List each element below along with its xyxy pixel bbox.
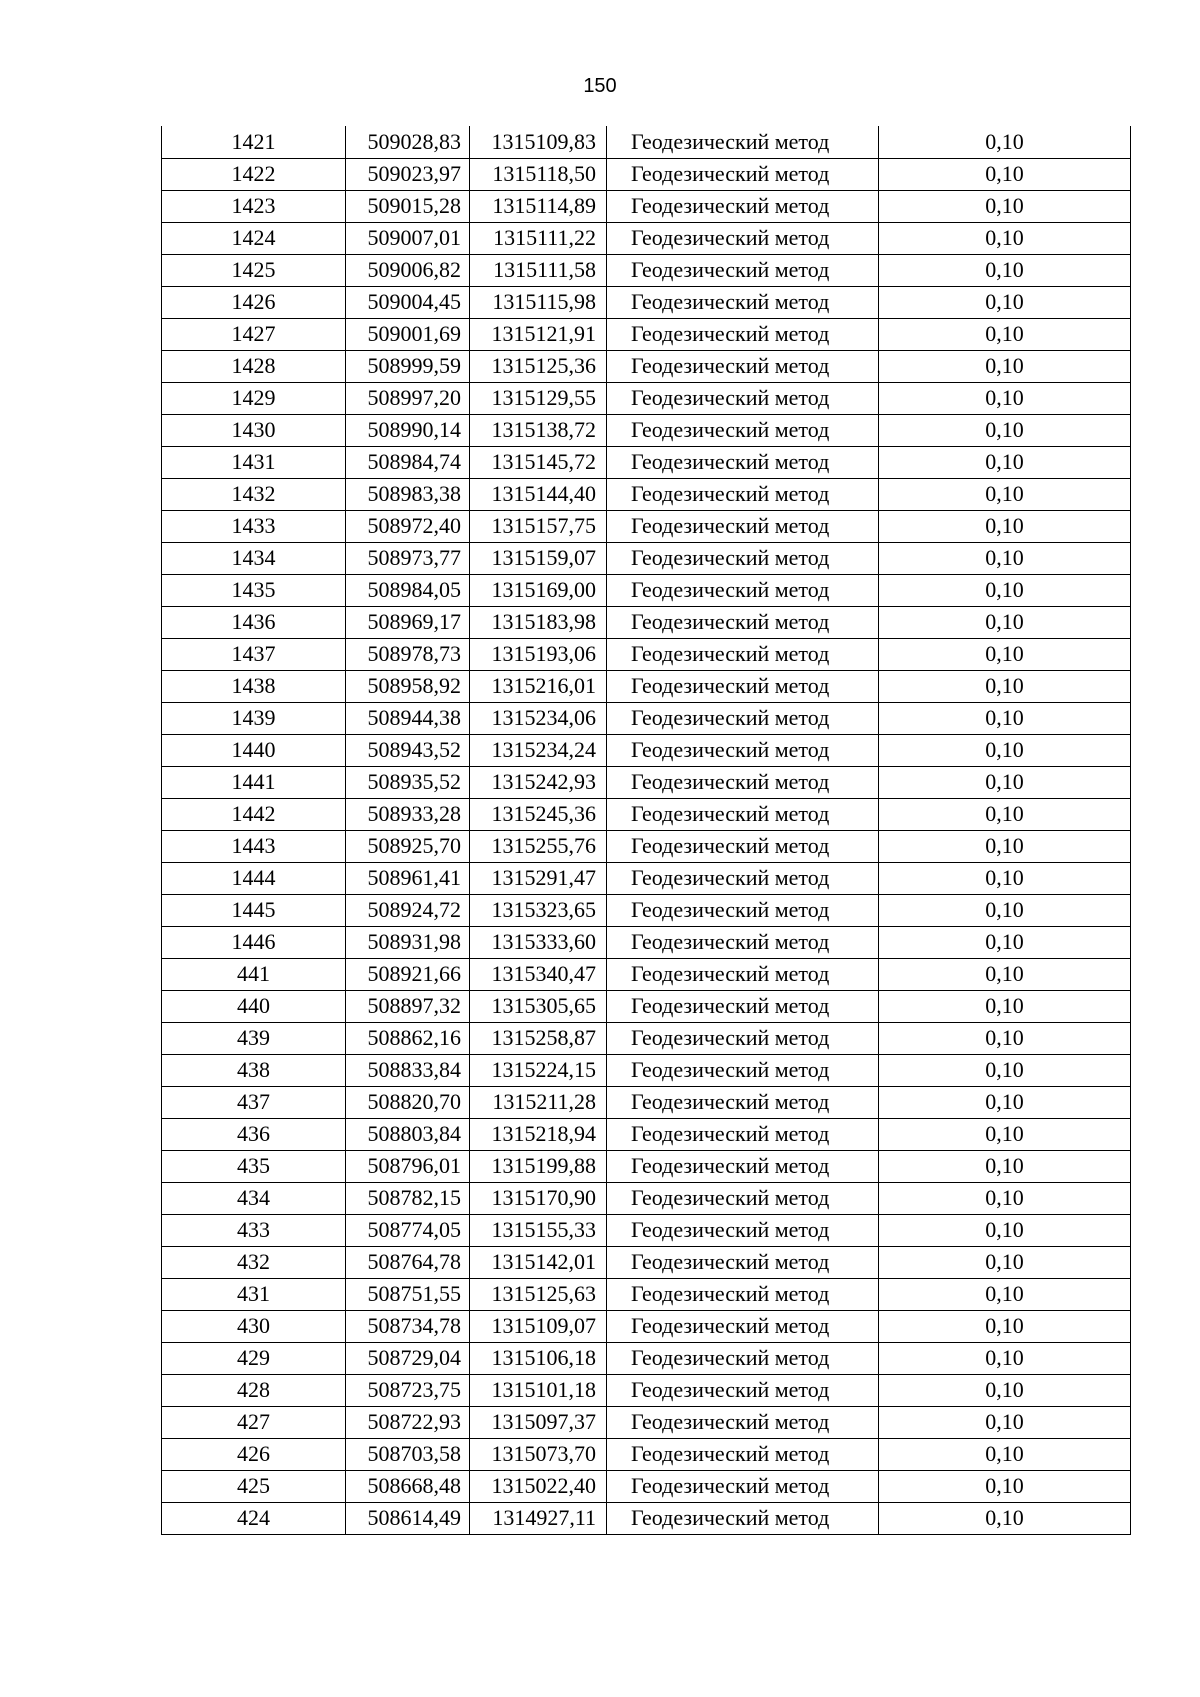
method-cell: Геодезический метод — [607, 542, 879, 574]
point-number-cell: 1443 — [162, 830, 346, 862]
accuracy-cell: 0,10 — [879, 1150, 1131, 1182]
x-coordinate-cell: 508729,04 — [346, 1342, 470, 1374]
point-number-cell: 1444 — [162, 862, 346, 894]
table-row — [162, 126, 1131, 158]
x-coordinate-cell: 508862,16 — [346, 1022, 470, 1054]
y-coordinate-cell: 1315157,75 — [470, 510, 607, 542]
point-number-cell: 437 — [162, 1086, 346, 1118]
point-number-cell: 435 — [162, 1150, 346, 1182]
x-coordinate-cell: 508668,48 — [346, 1470, 470, 1502]
method-cell: Геодезический метод — [607, 798, 879, 830]
point-number-cell: 425 — [162, 1470, 346, 1502]
table-row — [162, 1214, 1131, 1246]
table-row — [162, 574, 1131, 606]
y-coordinate-cell: 1315211,28 — [470, 1086, 607, 1118]
table-row — [162, 542, 1131, 574]
point-number-cell: 424 — [162, 1502, 346, 1534]
y-coordinate-cell: 1315258,87 — [470, 1022, 607, 1054]
point-number-cell: 1421 — [162, 126, 346, 158]
x-coordinate-cell: 508944,38 — [346, 702, 470, 734]
table-row — [162, 1150, 1131, 1182]
point-number-cell: 1431 — [162, 446, 346, 478]
point-number-cell: 1435 — [162, 574, 346, 606]
method-cell: Геодезический метод — [607, 158, 879, 190]
accuracy-cell: 0,10 — [879, 318, 1131, 350]
x-coordinate-cell: 508722,93 — [346, 1406, 470, 1438]
x-coordinate-cell: 508969,17 — [346, 606, 470, 638]
table-row — [162, 926, 1131, 958]
accuracy-cell: 0,10 — [879, 190, 1131, 222]
method-cell: Геодезический метод — [607, 1342, 879, 1374]
table-row — [162, 862, 1131, 894]
accuracy-cell: 0,10 — [879, 510, 1131, 542]
point-number-cell: 433 — [162, 1214, 346, 1246]
table-row — [162, 958, 1131, 990]
x-coordinate-cell: 508933,28 — [346, 798, 470, 830]
x-coordinate-cell: 509007,01 — [346, 222, 470, 254]
table-row — [162, 798, 1131, 830]
accuracy-cell: 0,10 — [879, 1342, 1131, 1374]
table-row — [162, 222, 1131, 254]
y-coordinate-cell: 1315097,37 — [470, 1406, 607, 1438]
method-cell: Геодезический метод — [607, 638, 879, 670]
y-coordinate-cell: 1315218,94 — [470, 1118, 607, 1150]
method-cell: Геодезический метод — [607, 1406, 879, 1438]
y-coordinate-cell: 1315142,01 — [470, 1246, 607, 1278]
point-number-cell: 1439 — [162, 702, 346, 734]
x-coordinate-cell: 509015,28 — [346, 190, 470, 222]
method-cell: Геодезический метод — [607, 1278, 879, 1310]
y-coordinate-cell: 1315183,98 — [470, 606, 607, 638]
table-row — [162, 702, 1131, 734]
method-cell: Геодезический метод — [607, 1310, 879, 1342]
y-coordinate-cell: 1315291,47 — [470, 862, 607, 894]
accuracy-cell: 0,10 — [879, 702, 1131, 734]
x-coordinate-cell: 508764,78 — [346, 1246, 470, 1278]
accuracy-cell: 0,10 — [879, 1406, 1131, 1438]
x-coordinate-cell: 508990,14 — [346, 414, 470, 446]
point-number-cell: 1427 — [162, 318, 346, 350]
point-number-cell: 1433 — [162, 510, 346, 542]
y-coordinate-cell: 1315114,89 — [470, 190, 607, 222]
point-number-cell: 1422 — [162, 158, 346, 190]
y-coordinate-cell: 1315111,58 — [470, 254, 607, 286]
y-coordinate-cell: 1315242,93 — [470, 766, 607, 798]
accuracy-cell: 0,10 — [879, 1214, 1131, 1246]
method-cell: Геодезический метод — [607, 1246, 879, 1278]
x-coordinate-cell: 508958,92 — [346, 670, 470, 702]
accuracy-cell: 0,10 — [879, 862, 1131, 894]
point-number-cell: 426 — [162, 1438, 346, 1470]
table-row — [162, 510, 1131, 542]
method-cell: Геодезический метод — [607, 830, 879, 862]
table-row — [162, 830, 1131, 862]
method-cell: Геодезический метод — [607, 446, 879, 478]
x-coordinate-cell: 508782,15 — [346, 1182, 470, 1214]
method-cell: Геодезический метод — [607, 350, 879, 382]
method-cell: Геодезический метод — [607, 382, 879, 414]
method-cell: Геодезический метод — [607, 1054, 879, 1086]
x-coordinate-cell: 508820,70 — [346, 1086, 470, 1118]
accuracy-cell: 0,10 — [879, 478, 1131, 510]
method-cell: Геодезический метод — [607, 318, 879, 350]
x-coordinate-cell: 508983,38 — [346, 478, 470, 510]
coordinates-table-body — [162, 126, 1131, 1534]
accuracy-cell: 0,10 — [879, 382, 1131, 414]
y-coordinate-cell: 1315333,60 — [470, 926, 607, 958]
accuracy-cell: 0,10 — [879, 1438, 1131, 1470]
table-row — [162, 1438, 1131, 1470]
x-coordinate-cell: 508723,75 — [346, 1374, 470, 1406]
point-number-cell: 441 — [162, 958, 346, 990]
accuracy-cell: 0,10 — [879, 798, 1131, 830]
point-number-cell: 434 — [162, 1182, 346, 1214]
table-row — [162, 1502, 1131, 1534]
x-coordinate-cell: 508796,01 — [346, 1150, 470, 1182]
point-number-cell: 429 — [162, 1342, 346, 1374]
x-coordinate-cell: 508961,41 — [346, 862, 470, 894]
y-coordinate-cell: 1315144,40 — [470, 478, 607, 510]
method-cell: Геодезический метод — [607, 958, 879, 990]
point-number-cell: 1437 — [162, 638, 346, 670]
point-number-cell: 1438 — [162, 670, 346, 702]
x-coordinate-cell: 508935,52 — [346, 766, 470, 798]
point-number-cell: 430 — [162, 1310, 346, 1342]
accuracy-cell: 0,10 — [879, 1310, 1131, 1342]
accuracy-cell: 0,10 — [879, 766, 1131, 798]
x-coordinate-cell: 508943,52 — [346, 734, 470, 766]
y-coordinate-cell: 1315170,90 — [470, 1182, 607, 1214]
method-cell: Геодезический метод — [607, 222, 879, 254]
x-coordinate-cell: 508924,72 — [346, 894, 470, 926]
table-row — [162, 766, 1131, 798]
method-cell: Геодезический метод — [607, 1214, 879, 1246]
table-row — [162, 286, 1131, 318]
accuracy-cell: 0,10 — [879, 350, 1131, 382]
point-number-cell: 1432 — [162, 478, 346, 510]
y-coordinate-cell: 1315224,15 — [470, 1054, 607, 1086]
method-cell: Геодезический метод — [607, 510, 879, 542]
x-coordinate-cell: 508997,20 — [346, 382, 470, 414]
point-number-cell: 440 — [162, 990, 346, 1022]
method-cell: Геодезический метод — [607, 478, 879, 510]
point-number-cell: 1425 — [162, 254, 346, 286]
table-row — [162, 990, 1131, 1022]
method-cell: Геодезический метод — [607, 862, 879, 894]
point-number-cell: 1430 — [162, 414, 346, 446]
point-number-cell: 436 — [162, 1118, 346, 1150]
y-coordinate-cell: 1315109,07 — [470, 1310, 607, 1342]
table-row — [162, 1470, 1131, 1502]
x-coordinate-cell: 508984,05 — [346, 574, 470, 606]
y-coordinate-cell: 1315234,24 — [470, 734, 607, 766]
y-coordinate-cell: 1315138,72 — [470, 414, 607, 446]
method-cell: Геодезический метод — [607, 574, 879, 606]
table-row — [162, 1118, 1131, 1150]
accuracy-cell: 0,10 — [879, 670, 1131, 702]
y-coordinate-cell: 1315245,36 — [470, 798, 607, 830]
point-number-cell: 1446 — [162, 926, 346, 958]
point-number-cell: 1440 — [162, 734, 346, 766]
point-number-cell: 1441 — [162, 766, 346, 798]
method-cell: Геодезический метод — [607, 1182, 879, 1214]
y-coordinate-cell: 1315129,55 — [470, 382, 607, 414]
y-coordinate-cell: 1315255,76 — [470, 830, 607, 862]
accuracy-cell: 0,10 — [879, 926, 1131, 958]
method-cell: Геодезический метод — [607, 126, 879, 158]
point-number-cell: 1434 — [162, 542, 346, 574]
y-coordinate-cell: 1315115,98 — [470, 286, 607, 318]
x-coordinate-cell: 508972,40 — [346, 510, 470, 542]
accuracy-cell: 0,10 — [879, 1182, 1131, 1214]
table-row — [162, 446, 1131, 478]
x-coordinate-cell: 509004,45 — [346, 286, 470, 318]
x-coordinate-cell: 509023,97 — [346, 158, 470, 190]
x-coordinate-cell: 508614,49 — [346, 1502, 470, 1534]
accuracy-cell: 0,10 — [879, 254, 1131, 286]
point-number-cell: 431 — [162, 1278, 346, 1310]
method-cell: Геодезический метод — [607, 190, 879, 222]
x-coordinate-cell: 508931,98 — [346, 926, 470, 958]
table-row — [162, 350, 1131, 382]
x-coordinate-cell: 508921,66 — [346, 958, 470, 990]
y-coordinate-cell: 1315155,33 — [470, 1214, 607, 1246]
accuracy-cell: 0,10 — [879, 958, 1131, 990]
table-row — [162, 318, 1131, 350]
x-coordinate-cell: 508978,73 — [346, 638, 470, 670]
table-row — [162, 894, 1131, 926]
x-coordinate-cell: 508925,70 — [346, 830, 470, 862]
method-cell: Геодезический метод — [607, 1438, 879, 1470]
point-number-cell: 1436 — [162, 606, 346, 638]
y-coordinate-cell: 1315234,06 — [470, 702, 607, 734]
y-coordinate-cell: 1314927,11 — [470, 1502, 607, 1534]
y-coordinate-cell: 1315145,72 — [470, 446, 607, 478]
y-coordinate-cell: 1315169,00 — [470, 574, 607, 606]
x-coordinate-cell: 508774,05 — [346, 1214, 470, 1246]
method-cell: Геодезический метод — [607, 766, 879, 798]
accuracy-cell: 0,10 — [879, 446, 1131, 478]
x-coordinate-cell: 508984,74 — [346, 446, 470, 478]
method-cell: Геодезический метод — [607, 286, 879, 318]
point-number-cell: 438 — [162, 1054, 346, 1086]
y-coordinate-cell: 1315111,22 — [470, 222, 607, 254]
table-row — [162, 734, 1131, 766]
method-cell: Геодезический метод — [607, 670, 879, 702]
table-row — [162, 1342, 1131, 1374]
x-coordinate-cell: 508751,55 — [346, 1278, 470, 1310]
x-coordinate-cell: 508734,78 — [346, 1310, 470, 1342]
method-cell: Геодезический метод — [607, 990, 879, 1022]
y-coordinate-cell: 1315340,47 — [470, 958, 607, 990]
table-row — [162, 190, 1131, 222]
y-coordinate-cell: 1315118,50 — [470, 158, 607, 190]
method-cell: Геодезический метод — [607, 1118, 879, 1150]
table-row — [162, 670, 1131, 702]
x-coordinate-cell: 509001,69 — [346, 318, 470, 350]
accuracy-cell: 0,10 — [879, 158, 1131, 190]
accuracy-cell: 0,10 — [879, 1502, 1131, 1534]
table-row — [162, 1054, 1131, 1086]
y-coordinate-cell: 1315109,83 — [470, 126, 607, 158]
method-cell: Геодезический метод — [607, 1502, 879, 1534]
point-number-cell: 1445 — [162, 894, 346, 926]
table-row — [162, 606, 1131, 638]
y-coordinate-cell: 1315216,01 — [470, 670, 607, 702]
point-number-cell: 1428 — [162, 350, 346, 382]
accuracy-cell: 0,10 — [879, 894, 1131, 926]
method-cell: Геодезический метод — [607, 702, 879, 734]
y-coordinate-cell: 1315323,65 — [470, 894, 607, 926]
x-coordinate-cell: 509028,83 — [346, 126, 470, 158]
point-number-cell: 1442 — [162, 798, 346, 830]
table-row — [162, 382, 1131, 414]
method-cell: Геодезический метод — [607, 1022, 879, 1054]
table-row — [162, 1246, 1131, 1278]
x-coordinate-cell: 508803,84 — [346, 1118, 470, 1150]
point-number-cell: 432 — [162, 1246, 346, 1278]
method-cell: Геодезический метод — [607, 894, 879, 926]
table-row — [162, 414, 1131, 446]
accuracy-cell: 0,10 — [879, 1278, 1131, 1310]
table-row — [162, 158, 1131, 190]
y-coordinate-cell: 1315073,70 — [470, 1438, 607, 1470]
method-cell: Геодезический метод — [607, 414, 879, 446]
x-coordinate-cell: 508897,32 — [346, 990, 470, 1022]
y-coordinate-cell: 1315121,91 — [470, 318, 607, 350]
accuracy-cell: 0,10 — [879, 126, 1131, 158]
y-coordinate-cell: 1315106,18 — [470, 1342, 607, 1374]
table-row — [162, 478, 1131, 510]
table-row — [162, 638, 1131, 670]
table-row — [162, 254, 1131, 286]
point-number-cell: 1429 — [162, 382, 346, 414]
method-cell: Геодезический метод — [607, 1086, 879, 1118]
x-coordinate-cell: 509006,82 — [346, 254, 470, 286]
table-row — [162, 1182, 1131, 1214]
x-coordinate-cell: 508703,58 — [346, 1438, 470, 1470]
method-cell: Геодезический метод — [607, 1374, 879, 1406]
method-cell: Геодезический метод — [607, 1470, 879, 1502]
accuracy-cell: 0,10 — [879, 830, 1131, 862]
method-cell: Геодезический метод — [607, 606, 879, 638]
accuracy-cell: 0,10 — [879, 990, 1131, 1022]
y-coordinate-cell: 1315193,06 — [470, 638, 607, 670]
y-coordinate-cell: 1315125,63 — [470, 1278, 607, 1310]
table-row — [162, 1086, 1131, 1118]
x-coordinate-cell: 508973,77 — [346, 542, 470, 574]
accuracy-cell: 0,10 — [879, 414, 1131, 446]
point-number-cell: 1424 — [162, 222, 346, 254]
y-coordinate-cell: 1315022,40 — [470, 1470, 607, 1502]
table-row — [162, 1278, 1131, 1310]
y-coordinate-cell: 1315125,36 — [470, 350, 607, 382]
point-number-cell: 427 — [162, 1406, 346, 1438]
coordinates-table — [161, 126, 1131, 1535]
point-number-cell: 1423 — [162, 190, 346, 222]
accuracy-cell: 0,10 — [879, 1054, 1131, 1086]
accuracy-cell: 0,10 — [879, 1022, 1131, 1054]
accuracy-cell: 0,10 — [879, 1086, 1131, 1118]
method-cell: Геодезический метод — [607, 926, 879, 958]
accuracy-cell: 0,10 — [879, 1246, 1131, 1278]
table-row — [162, 1374, 1131, 1406]
method-cell: Геодезический метод — [607, 734, 879, 766]
accuracy-cell: 0,10 — [879, 1374, 1131, 1406]
accuracy-cell: 0,10 — [879, 1118, 1131, 1150]
point-number-cell: 428 — [162, 1374, 346, 1406]
x-coordinate-cell: 508833,84 — [346, 1054, 470, 1086]
table-row — [162, 1022, 1131, 1054]
method-cell: Геодезический метод — [607, 1150, 879, 1182]
y-coordinate-cell: 1315305,65 — [470, 990, 607, 1022]
accuracy-cell: 0,10 — [879, 222, 1131, 254]
accuracy-cell: 0,10 — [879, 286, 1131, 318]
table-row — [162, 1406, 1131, 1438]
accuracy-cell: 0,10 — [879, 638, 1131, 670]
accuracy-cell: 0,10 — [879, 1470, 1131, 1502]
accuracy-cell: 0,10 — [879, 606, 1131, 638]
method-cell: Геодезический метод — [607, 254, 879, 286]
accuracy-cell: 0,10 — [879, 542, 1131, 574]
point-number-cell: 439 — [162, 1022, 346, 1054]
page-number: 150 — [583, 75, 617, 97]
table-row — [162, 1310, 1131, 1342]
y-coordinate-cell: 1315159,07 — [470, 542, 607, 574]
y-coordinate-cell: 1315199,88 — [470, 1150, 607, 1182]
accuracy-cell: 0,10 — [879, 574, 1131, 606]
point-number-cell: 1426 — [162, 286, 346, 318]
y-coordinate-cell: 1315101,18 — [470, 1374, 607, 1406]
accuracy-cell: 0,10 — [879, 734, 1131, 766]
x-coordinate-cell: 508999,59 — [346, 350, 470, 382]
